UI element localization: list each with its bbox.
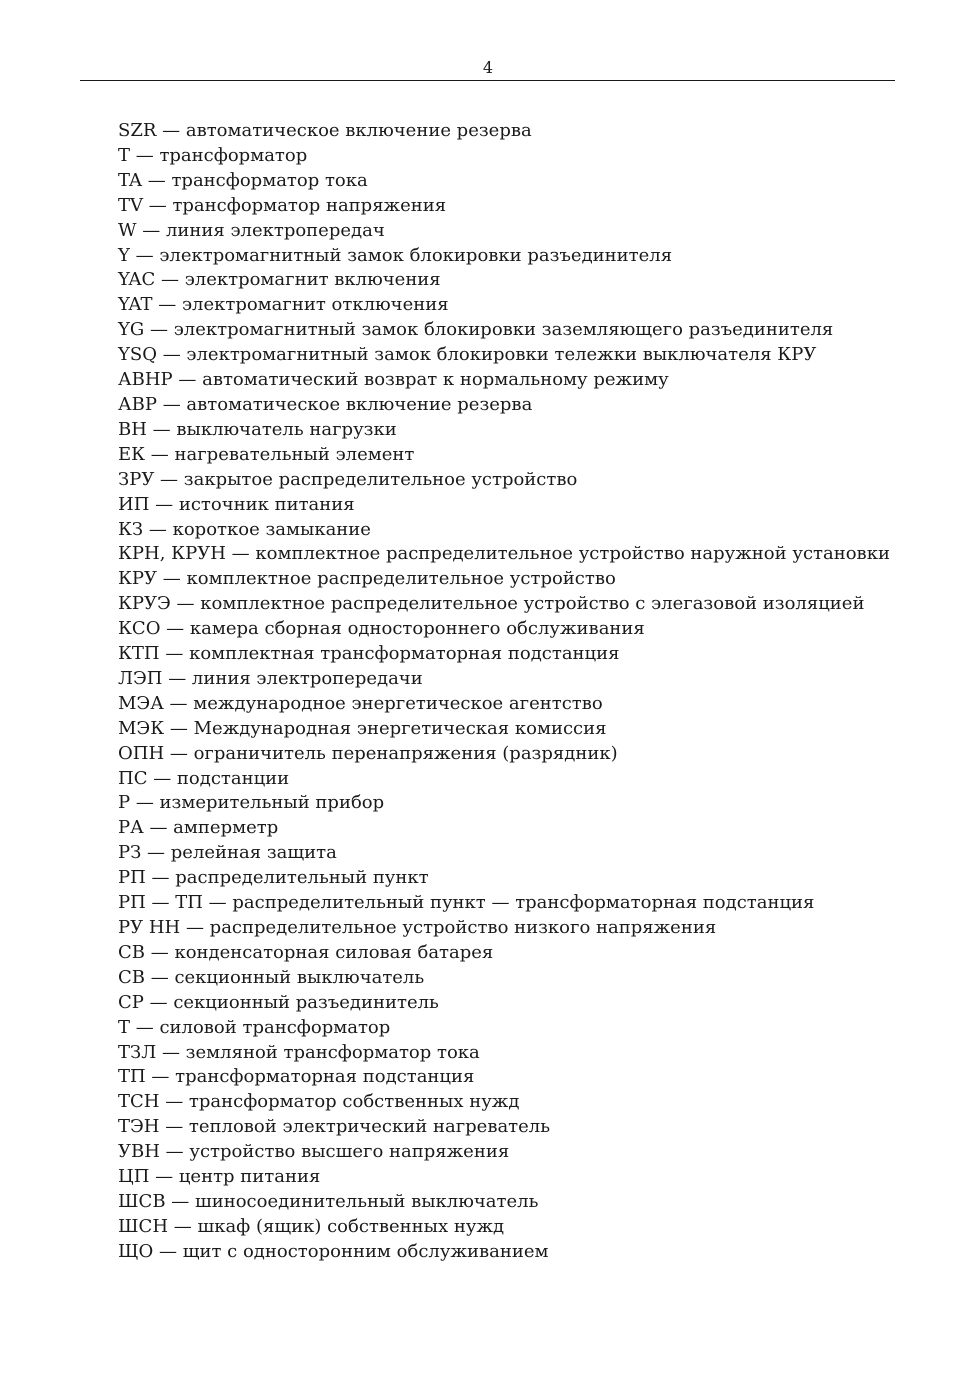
list-item: Р — измерительный прибор <box>118 792 385 814</box>
header-rule <box>80 80 895 81</box>
list-item: ЗРУ — закрытое распределительное устройство <box>118 468 578 490</box>
list-item: ТП — трансформаторная подстанция <box>118 1066 475 1088</box>
list-item: YSQ — электромагнитный замок блокировки тележки выключателя КРУ <box>118 344 817 366</box>
list-item: КРУЭ — комплектное распределительное устройство с элегазовой изоляцией <box>118 593 865 615</box>
abbreviation-list <box>82 119 893 1265</box>
list-item: ШСН — шкаф (ящик) собственных нужд <box>118 1215 505 1237</box>
list-item: СР — секционный разъединитель <box>118 991 439 1013</box>
list-item: МЭК — Международная энергетическая комиссия <box>118 717 607 739</box>
list-item: ОПН — ограничитель перенапряжения (разрядник) <box>118 742 618 764</box>
list-item: TA — трансформатор тока <box>118 169 368 191</box>
list-item: ВН — выключатель нагрузки <box>118 418 397 440</box>
list-item: ТЗЛ — земляной трансформатор тока <box>118 1041 480 1063</box>
list-item: РУ НН — распределительное устройство низкого напряжения <box>118 917 717 938</box>
list-item: КЗ — короткое замыкание <box>118 518 371 540</box>
list-item: ТЭН — тепловой электрический нагреватель <box>118 1116 551 1138</box>
list-item: АВНР — автоматический возврат к нормальному режиму <box>118 369 669 391</box>
list-item: Т — силовой трансформатор <box>118 1016 391 1038</box>
list-item: TV — трансформатор напряжения <box>118 194 447 216</box>
list-item: РА — амперметр <box>118 817 279 839</box>
list-item: СВ — конденсаторная силовая батарея <box>118 941 494 963</box>
list-item: ТСН — трансформатор собственных нужд <box>118 1091 520 1113</box>
list-item: СВ — секционный выключатель <box>118 966 425 988</box>
list-item: ИП — источник питания <box>118 493 355 515</box>
list-item: КТП — комплектная трансформаторная подстанция <box>118 643 620 665</box>
list-item: SZR — автоматическое включение резерва <box>118 120 532 141</box>
list-item: ЕК — нагревательный элемент <box>118 443 415 465</box>
list-item: КСО — камера сборная одностороннего обслуживания <box>118 618 645 640</box>
list-item: ЩО — щит с односторонним обслуживанием <box>118 1240 549 1262</box>
list-item: Y — электромагнитный замок блокировки разъединителя <box>118 244 673 266</box>
list-item: ЛЭП — линия электропередачи <box>118 667 423 689</box>
list-item: YG — электромагнитный замок блокировки заземляющего разъединителя <box>118 319 834 341</box>
list-item: РЗ — релейная защита <box>118 842 337 864</box>
list-item: ЦП — центр питания <box>118 1166 321 1188</box>
list-item: АВР — автоматическое включение резерва <box>118 393 533 415</box>
list-item: МЭА — международное энергетическое агентство <box>118 692 603 714</box>
list-item: ШСВ — шиносоединительный выключатель <box>118 1190 539 1212</box>
list-item: РП — ТП — распределительный пункт — трансформаторная подстанция <box>118 892 815 914</box>
list-item: КРУ — комплектное распределительное устройство <box>118 568 616 590</box>
list-item: T — трансформатор <box>118 144 308 166</box>
list-item: YAT — электромагнит отключения <box>118 294 449 316</box>
list-item: W — линия электропередач <box>118 219 385 241</box>
list-item: ПС — подстанции <box>118 767 290 789</box>
page-number: 4 <box>482 58 494 77</box>
list-item: УВН — устройство высшего напряжения <box>118 1141 510 1163</box>
list-item: YAC — электромагнит включения <box>118 269 441 291</box>
list-item: КРН, КРУН — комплектное распределительное устройство наружной установки <box>118 543 890 565</box>
list-item: РП — распределительный пункт <box>118 867 429 889</box>
